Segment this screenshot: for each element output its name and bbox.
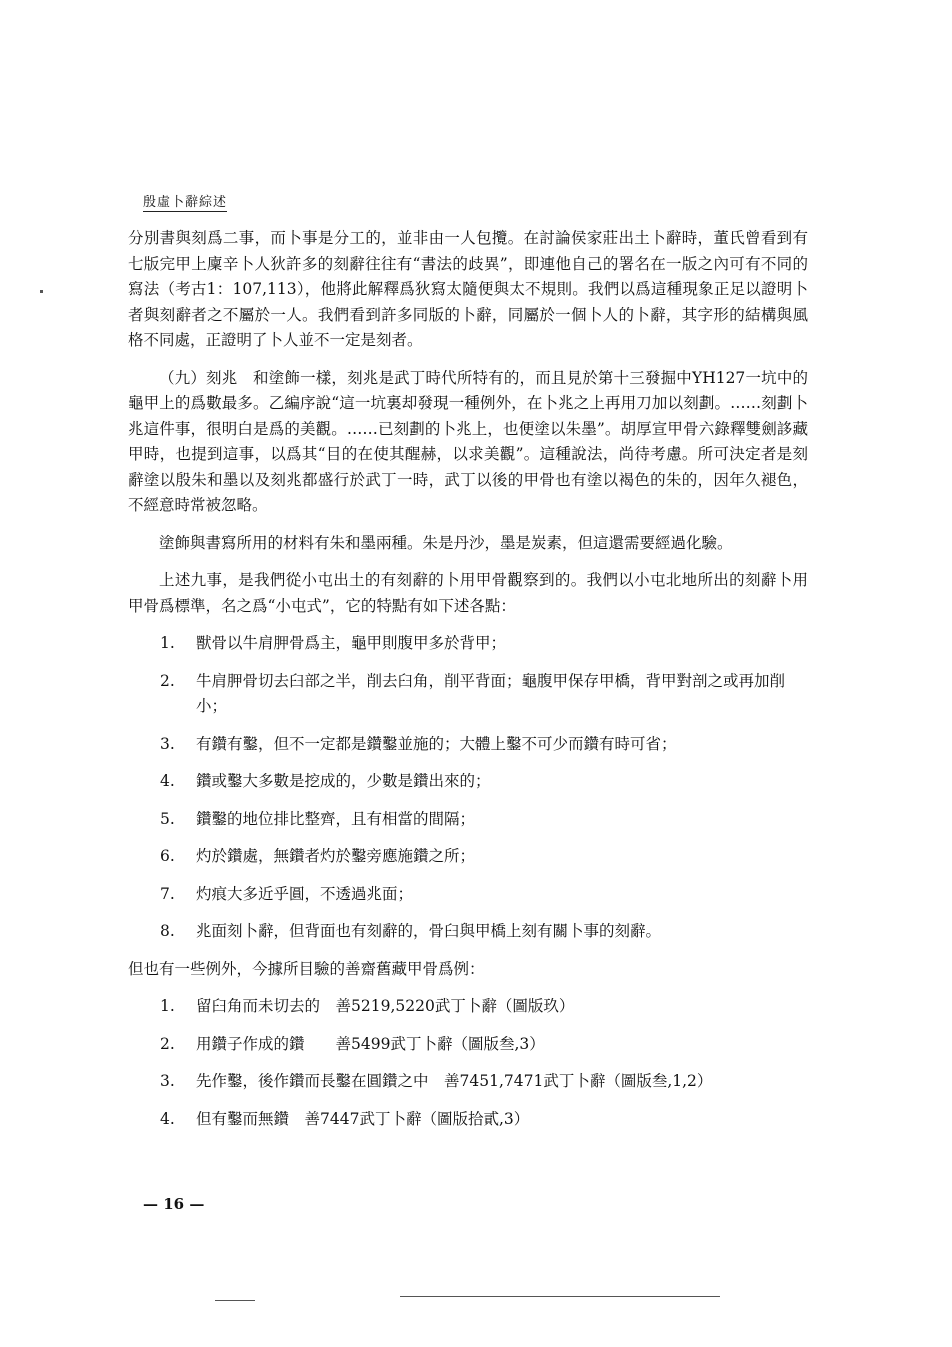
list-number: 2. <box>160 1034 175 1053</box>
list-text: 留臼角而未切去的 善5219,5220武丁卜辭（圖版玖） <box>196 997 575 1015</box>
list-number: 3. <box>160 1072 175 1090</box>
list-number: 4. <box>160 772 175 790</box>
list-item <box>128 844 808 870</box>
paragraph: （九）刻兆 和塗飾一樣，刻兆是武丁時代所特有的，而且見於第十三發掘中YH127一坑中的龜甲上的爲數最多。乙編序說“這一坑裏却發現一種例外，在卜兆之上再用刀加以刻劃。……刻劃卜兆這件事，很明白是爲的美觀。……已刻劃的卜兆上，也便塗以朱墨”。胡厚宣甲骨六錄釋雙劍誃藏甲時，也提到這事，以爲其“目的在使其醒赫，以求美觀”。這種說法，尚待考慮。所可決定者是刻辭塗以殷朱和墨以及刻兆都盛行於武丁一時，武丁以後的甲骨也有塗以褐色的朱的，因年久褪色，不經意時常被忽略。 <box>128 368 808 514</box>
list-text: 先作鑿，後作鑽而長鑿在圓鑽之中 善7451,7471武丁卜辭（圖版叁,1,2） <box>196 1072 713 1090</box>
exception-list <box>128 994 808 1132</box>
list-item <box>128 732 808 758</box>
list-item <box>128 669 808 720</box>
list-item <box>128 882 808 908</box>
list-item <box>128 807 808 833</box>
list-item <box>128 919 808 945</box>
running-header: 殷虛卜辭綜述 <box>143 191 227 212</box>
body-text <box>128 226 808 1144</box>
list-text: 兆面刻卜辭，但背面也有刻辭的，骨臼與甲橋上刻有關卜事的刻辭。 <box>196 922 662 940</box>
list-number: 6. <box>160 847 175 865</box>
exceptions-intro: 但也有一些例外，今據所目驗的善齋舊藏甲骨爲例： <box>128 959 485 978</box>
list-item <box>128 994 808 1020</box>
scan-speck <box>40 290 43 293</box>
list-item <box>128 769 808 795</box>
list-text: 但有鑿而無鑽 善7447武丁卜辭（圖版拾貳,3） <box>196 1109 530 1128</box>
list-text: 鑽鑿的地位排比整齊，且有相當的間隔； <box>196 809 476 828</box>
paragraph: 塗飾與書寫所用的材料有朱和墨兩種。朱是丹沙，墨是炭素，但這還需要經過化驗。 <box>159 533 733 552</box>
feature-list <box>128 631 808 945</box>
list-text: 鑽或鑿大多數是挖成的，少數是鑽出來的； <box>196 772 491 790</box>
list-number: 8. <box>160 922 175 940</box>
page-number: — 16 — <box>143 1195 205 1213</box>
list-number: 5. <box>160 809 175 828</box>
list-text: 有鑽有鑿，但不一定都是鑽鑿並施的；大體上鑿不可少而鑽有時可省； <box>196 734 677 753</box>
list-item <box>128 631 808 657</box>
list-text: 用鑽子作成的鑽 善5499武丁卜辭（圖版叁,3） <box>196 1034 545 1053</box>
list-number: 3. <box>160 734 175 753</box>
list-number: 4. <box>160 1109 175 1128</box>
list-item <box>128 1069 808 1095</box>
list-number: 1. <box>160 997 175 1015</box>
scan-speck <box>400 1296 720 1297</box>
paragraph: 上述九事，是我們從小屯出土的有刻辭的卜用甲骨觀察到的。我們以小屯北地所出的刻辭卜用甲骨爲標準，名之爲“小屯式”，它的特點有如下述各點： <box>128 571 808 615</box>
paragraph: 分別書與刻爲二事，而卜事是分工的，並非由一人包攬。在討論侯家莊出土卜辭時，董氏曾看到有七版完甲上廩辛卜人狄許多的刻辭往往有“書法的歧異”，即連他自己的署名在一版之內可有不同的寫法（考古1：107,113），他將此解釋爲狄寫太隨便與太不規則。我們以爲這種現象正足以證明卜者與刻辭者之不屬於一人。我們看到許多同版的卜辭，同屬於一個卜人的卜辭，其字形的結構與風格不同處，正證明了卜人並不一定是刻者。 <box>128 229 808 349</box>
list-text: 牛肩胛骨切去臼部之半，削去臼角，削平背面；龜腹甲保存甲橋，背甲對剖之或再加削小； <box>196 671 786 715</box>
scan-speck <box>215 1300 255 1301</box>
list-number: 1. <box>160 634 175 652</box>
list-text: 灼痕大多近乎圓，不透過兆面； <box>196 884 414 903</box>
list-text: 獸骨以牛肩胛骨爲主，龜甲則腹甲多於背甲； <box>196 634 507 652</box>
list-number: 2. <box>160 671 175 690</box>
list-item <box>128 1107 808 1133</box>
list-text: 灼於鑽處，無鑽者灼於鑿旁應施鑽之所； <box>196 847 476 865</box>
list-item <box>128 1032 808 1058</box>
list-number: 7. <box>160 884 175 903</box>
